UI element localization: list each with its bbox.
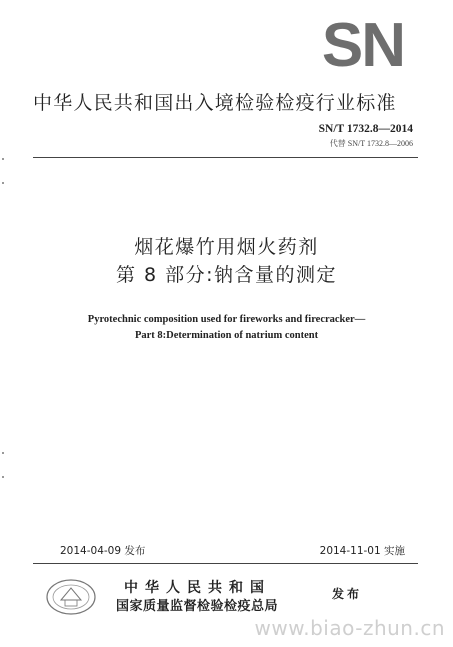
title-en-line2: Part 8:Determination of natrium content <box>134 330 319 341</box>
margin-mark <box>2 158 4 160</box>
standard-number: SN/T 1732.8—2014 <box>318 123 413 135</box>
top-divider <box>33 157 418 158</box>
margin-mark <box>2 182 4 184</box>
sn-logo <box>313 14 413 72</box>
sn-logo-text: SN <box>321 14 405 72</box>
issuer-line2: 国家质量监督检验检疫总局 <box>116 599 279 614</box>
title-en-line1: Pyrotechnic composition used for fireworks and firecracker— <box>87 314 366 325</box>
replaces-standard: 代替 SN/T 1732.8—2006 <box>329 139 413 148</box>
watermark: www.biao-zhun.cn <box>254 616 445 640</box>
issuer-line1: 中华人民共和国 <box>124 580 271 596</box>
margin-mark <box>2 476 4 478</box>
issuer-seal-icon <box>45 578 97 616</box>
title-cn-line2: 第 8 部分:钠含量的测定 <box>115 264 338 286</box>
issue-word: 发布 <box>332 587 363 601</box>
margin-mark <box>2 452 4 454</box>
issue-date: 2014-04-09 发布 <box>60 545 146 557</box>
title-cn-line1: 烟花爆竹用烟火药剂 <box>134 236 319 258</box>
ministry-title: 中华人民共和国出入境检验检疫行业标准 <box>33 92 397 114</box>
implementation-date: 2014-11-01 实施 <box>319 545 405 557</box>
bottom-divider <box>33 563 418 564</box>
